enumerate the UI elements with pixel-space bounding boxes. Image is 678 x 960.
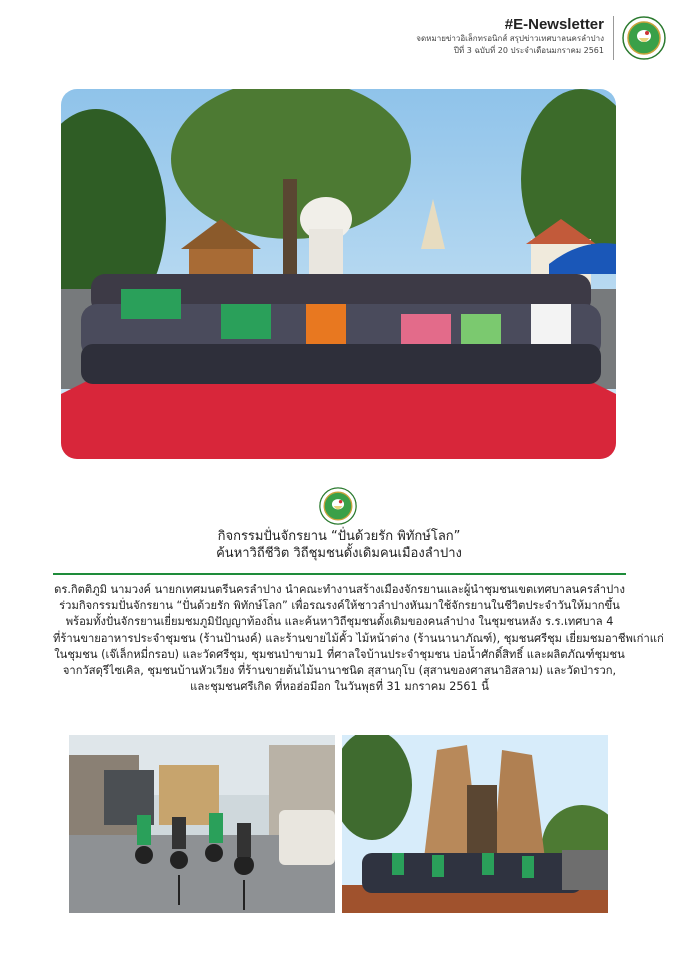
photo-caption <box>0 528 678 562</box>
group-photo <box>61 89 616 459</box>
newsletter-header <box>8 14 668 64</box>
body-line: ร่วมกิจกรรมปั่นจักรยาน “ปั่นด้วยรัก พิทักษ์โลก” เพื่อรณรงค์ให้ชาวลำปางหันมาใช้จักรยานในชีวิตประจำวันให้มากขึ้น <box>59 599 620 613</box>
body-line: ดร.กิตติภูมิ นามวงค์ นายกเทศมนตรีนครลำปาง นำคณะทำงานสร้างเมืองจักรยานและผู้นำชุมชนเขตเทศบาลนครลำปาง <box>54 583 625 596</box>
caption-line-1: กิจกรรมปั่นจักรยาน “ปั่นด้วยรัก พิทักษ์โลก” <box>217 529 461 544</box>
body-line: พร้อมทั้งปั่นจักรยานเยี่ยมชมภูมิปัญญาท้องถิ่น และค้นหาวิถีชุมชนดั้งเดิมของคนลำปาง ในชุมชนหลัง ร.ร.เทศบาล 4 <box>65 615 614 629</box>
municipal-seal-icon <box>622 16 666 60</box>
caption-line-2: ค้นหาวิถีชีวิต วิถีชุมชนดั้งเดิมคนเมืองลำปาง <box>216 546 462 561</box>
section-divider <box>53 573 626 575</box>
body-line: จากวัสดุรีไซเคิล, ชุมชนบ้านหัวเวียง ที่ร้านขายต้นไม้นานาชนิด สุสานกุโบ (สุสานของศาสนาอิสลาม) และวัดป่ารวก, <box>62 664 617 678</box>
cycling-street-photo <box>69 735 335 913</box>
municipal-seal-icon <box>319 487 357 525</box>
header-divider <box>613 16 614 60</box>
body-line: ในชุมชน (เจ๊เล็กหมี่กรอบ) และวัดศรีชุม, ชุมชนป่าขาม1 ที่ศาลใจบ้านประจำชุมชน บ่อน้ำศักดิ์สิทธิ์ และผลิตภัณฑ์ชุมชน <box>54 647 625 661</box>
newsletter-title: #E-Newsletter <box>504 16 604 33</box>
newsletter-subtitle-line1: จดหมายข่าวอิเล็กทรอนิกส์ สรุปข่าวเทศบาลนครลำปาง <box>416 34 604 43</box>
newsletter-issue-line: ปีที่ 3 ฉบับที่ 20 ประจำเดือนมกราคม 2561 <box>453 46 604 55</box>
article-body <box>53 582 664 695</box>
ancient-tower-photo <box>342 735 608 913</box>
header-text <box>416 16 604 57</box>
body-line: ที่ร้านขายอาหารประจำชุมชน (ร้านป้านงค์) และร้านขายไม้คั้ว ไม้หน้าต่าง (ร้านนานาภัณฑ์), ชุมชนศรีชุม เยี่ยมชมอาชีพเก่าแก่ <box>53 631 664 645</box>
body-line: และชุมชนศรีเกิด ที่หอฮ่อมีอก ในวันพุธที่ 31 มกราคม 2561 นี้ <box>190 680 489 694</box>
